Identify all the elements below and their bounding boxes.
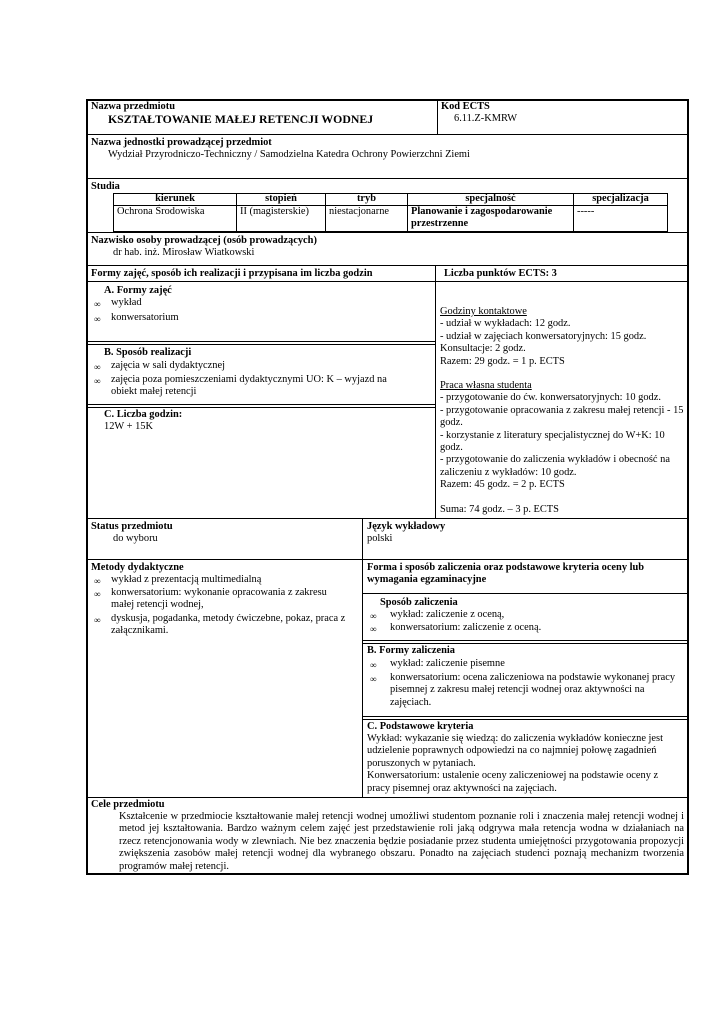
assessment-a-item: wykład: zaliczenie z oceną, — [390, 609, 505, 620]
ects-code-label: Kod ECTS — [441, 101, 490, 112]
assessment-b-item: konwersatorium: ocena zaliczeniowa na podstawie wykonanej pracy pisemnej z zakresu małej retencji wodnej oraz aktywności na zajęciach. — [390, 672, 676, 708]
forms-b-label: B. Sposób realizacji — [104, 347, 192, 358]
ects-breakdown — [440, 306, 684, 516]
studies-header-kierunek: kierunek — [155, 193, 195, 204]
unit-name: Wydział Przyrodniczo-Techniczny / Samodzielna Katedra Ochrony Powierzchni Ziemi — [108, 149, 470, 160]
language-label: Język wykładowy — [367, 521, 446, 532]
lecturer-name: dr hab. inż. Mirosław Wiatkowski — [113, 247, 255, 258]
objectives-label: Cele przedmiotu — [91, 799, 165, 810]
studies-header-specjalizacja: specjalizacja — [592, 193, 649, 204]
forms-a-label: A. Formy zajęć — [104, 285, 172, 296]
forms-a-item: wykład — [111, 297, 142, 308]
assessment-a-item: konwersatorium: zaliczenie z oceną. — [390, 622, 542, 633]
studies-kierunek: Ochrona Środowiska — [117, 206, 205, 217]
assessment-a-label: Sposób zaliczenia — [380, 597, 458, 608]
status-label: Status przedmiotu — [91, 521, 173, 532]
methods-item: wykład z prezentacją multimedialną — [111, 574, 262, 585]
unit-label: Nazwa jednostki prowadzącej przedmiot — [91, 137, 272, 148]
forms-c-value: 12W + 15K — [104, 421, 153, 432]
studies-header-specjalnosc: specjalność — [465, 193, 516, 204]
bullet-icon: ∞ — [94, 576, 101, 586]
ects-points-label: Liczba punktów ECTS: 3 — [444, 268, 557, 279]
own-work-line: - korzystanie z literatury specjalistycznej do W+K: 10 godz. — [440, 429, 665, 454]
bullet-icon: ∞ — [94, 376, 101, 386]
bullet-icon: ∞ — [94, 362, 101, 372]
bullet-icon: ∞ — [94, 314, 101, 324]
methods-label: Metody dydaktyczne — [91, 562, 184, 573]
assessment-c-label: C. Podstawowe kryteria — [367, 721, 474, 732]
subject-name: KSZTAŁTOWANIE MAŁEJ RETENCJI WODNEJ — [108, 112, 374, 126]
own-work-label: Praca własna studenta — [440, 380, 532, 392]
studies-specjalizacja: ----- — [577, 206, 595, 217]
forms-b-item: zajęcia poza pomieszczeniami dydaktycznymi UO: K – wyjazd na obiekt małej retencji — [111, 374, 387, 398]
contact-line: Razem: 29 godz. = 1 p. ECTS — [440, 355, 565, 367]
subject-name-label: Nazwa przedmiotu — [91, 101, 175, 112]
contact-line: - udział w wykładach: 12 godz. — [440, 318, 571, 330]
contact-hours-label: Godziny kontaktowe — [440, 306, 527, 317]
own-work-line: - przygotowanie do zaliczenia wykładów i obecność na zaliczeniu z wykładów: 10 godz. — [440, 454, 670, 478]
criteria-lecture: Wykład: wykazanie się wiedzą: do zaliczenia wykładów konieczne jest udzielenie poprawnych odpowiedzi na co najmniej połowę zagadnień poruszonych w pytaniach. — [367, 733, 663, 769]
bullet-icon: ∞ — [94, 299, 101, 309]
language-value: polski — [367, 533, 393, 544]
bullet-icon: ∞ — [94, 615, 101, 625]
assessment-label: Forma i sposób zaliczenia oraz podstawowe kryteria oceny lub wymagania egzaminacyjne — [367, 562, 645, 586]
forms-c-label: C. Liczba godzin: — [104, 409, 183, 420]
forms-a-item: konwersatorium — [111, 312, 179, 323]
ects-code: 6.11.Z-KMRW — [454, 113, 518, 124]
methods-item: dyskusja, pogadanka, metody ćwiczebne, pokaz, praca z załącznikami. — [111, 613, 346, 637]
lecturer-label: Nazwisko osoby prowadzącej (osób prowadzących) — [91, 235, 317, 246]
own-work-line: - przygotowanie opracowania z zakresu małej retencji - 15 godz. — [440, 404, 684, 429]
assessment-b-item: wykład: zaliczenie pisemne — [390, 658, 505, 669]
status-value: do wyboru — [113, 533, 158, 544]
studies-specjalnosc: Planowanie i zagospodarowanie przestrzenne — [411, 206, 553, 230]
criteria-seminar: Konwersatorium: ustalenie oceny zaliczeniowej na podstawie oceny z pracy pisemnej oraz aktywności na zajęciach. — [367, 770, 659, 794]
studies-label: Studia — [91, 181, 120, 192]
methods-item: konwersatorium: wykonanie opracowania z zakresu małej retencji wodnej, — [111, 587, 327, 611]
bullet-icon: ∞ — [94, 589, 101, 599]
studies-tryb: niestacjonarne — [329, 206, 390, 217]
own-work-line: Razem: 45 godz. = 2 p. ECTS — [440, 479, 565, 491]
studies-header-tryb: tryb — [356, 193, 377, 204]
bullet-icon: ∞ — [370, 674, 377, 684]
objectives-text: Kształcenie w przedmiocie kształtowanie małej retencji wodnej umożliwi studentom poznanie roli i znaczenia małej retencji wodnej i metod jej kształtowania. Bardzo ważnym celem zajęć jest przedstawienie roli jaką odgrywa mała retencja wodna w działaniach na rzecz retencjonowania wody w zlewniach. Nie bez znaczenia będzie posiadanie przez studenta umiejętności przygotowania propozycji zwiększenia zasobów małej retencji wodnej dla wybranego obszaru. Ponadto na zajęciach studenci poznają mechanizm tworzenia programów małej retencji. — [119, 811, 684, 872]
bullet-icon: ∞ — [370, 624, 377, 634]
forms-label: Formy zajęć, sposób ich realizacji i przypisana im liczba godzin — [91, 268, 373, 279]
bullet-icon: ∞ — [370, 660, 377, 670]
ects-sum: Suma: 74 godz. – 3 p. ECTS — [440, 503, 559, 515]
own-work-line: - przygotowanie do ćw. konwersatoryjnych: 10 godz. — [440, 392, 661, 404]
assessment-b-label: B. Formy zaliczenia — [367, 645, 456, 656]
contact-line: Konsultacje: 2 godz. — [440, 343, 526, 355]
bullet-icon: ∞ — [370, 611, 377, 621]
contact-line: - udział w zajęciach konwersatoryjnych: 15 godz. — [440, 330, 647, 342]
studies-stopien: II (magisterskie) — [240, 206, 309, 217]
studies-header-stopien: stopień — [265, 193, 297, 204]
forms-b-item: zajęcia w sali dydaktycznej — [111, 360, 225, 371]
assessment-c-text — [367, 733, 683, 795]
